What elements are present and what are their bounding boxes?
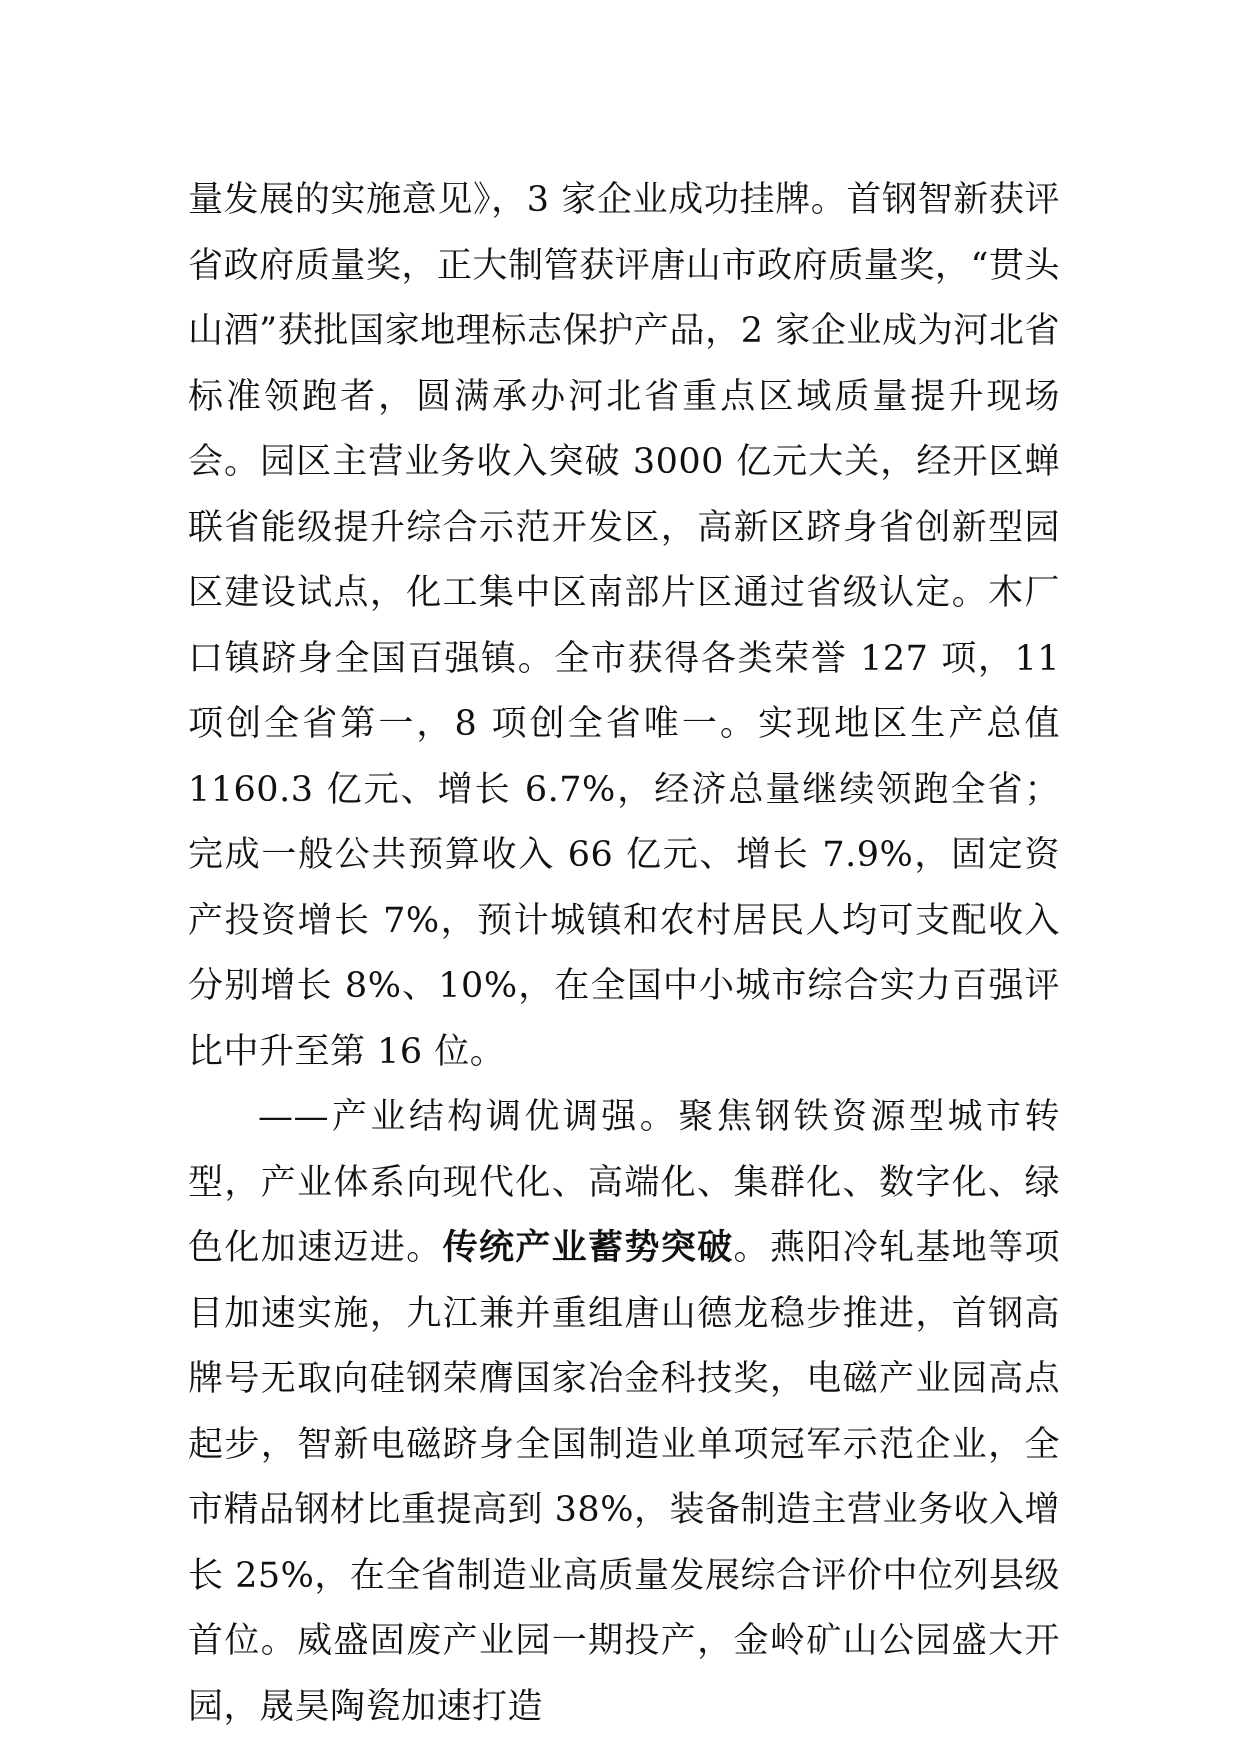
bold-heading-traditional-industry: 传统产业蓄势突破 [442,1228,734,1268]
paragraph-industry-structure [188,1085,1060,1740]
document-body [188,168,1060,1740]
paragraph-text: ——产业结构调优调强。聚焦钢铁资源型城市转型，产业体系向现代化、高端化、集群化、数字化、绿色化加速迈进。 [188,1097,1060,1268]
paragraph-achievements [188,168,1060,1085]
paragraph-text: 。燕阳冷轧基地等项目加速实施，九江兼并重组唐山德龙稳步推进，首钢高牌号无取向硅钢荣膺国家冶金科技奖，电磁产业园高点起步，智新电磁跻身全国制造业单项冠军示范企业，全市精品钢材比重提高到 38%，装备制造主营业务收入增长 25%，在全省制造业高质量发展综合评价中位列县级首位。威盛固废产业园一期投产，金岭矿山公园盛大开园，晟昊陶瓷加速打造 [188,1228,1060,1727]
paragraph-text: 量发展的实施意见》，3 家企业成功挂牌。首钢智新获评省政府质量奖，正大制管获评唐山市政府质量奖，“贯头山酒”获批国家地理标志保护产品，2 家企业成为河北省标准领跑者，圆满承办河北省重点区域质量提升现场会。园区主营业务收入突破 3000 亿元大关，经开区蝉联省能级提升综合示范开发区，高新区跻身省创新型园区建设试点，化工集中区南部片区通过省级认定。木厂口镇跻身全国百强镇。全市获得各类荣誉 127 项，11 项创全省第一，8 项创全省唯一。实现地区生产总值 1160.3 亿元、增长 6.7%，经济总量继续领跑全省；完成一般公共预算收入 66 亿元、增长 7.9%，固定资产投资增长 7%，预计城镇和农村居民人均可支配收入分别增长 8%、10%，在全国中小城市综合实力百强评比中升至第 16 位。 [188,180,1060,1072]
